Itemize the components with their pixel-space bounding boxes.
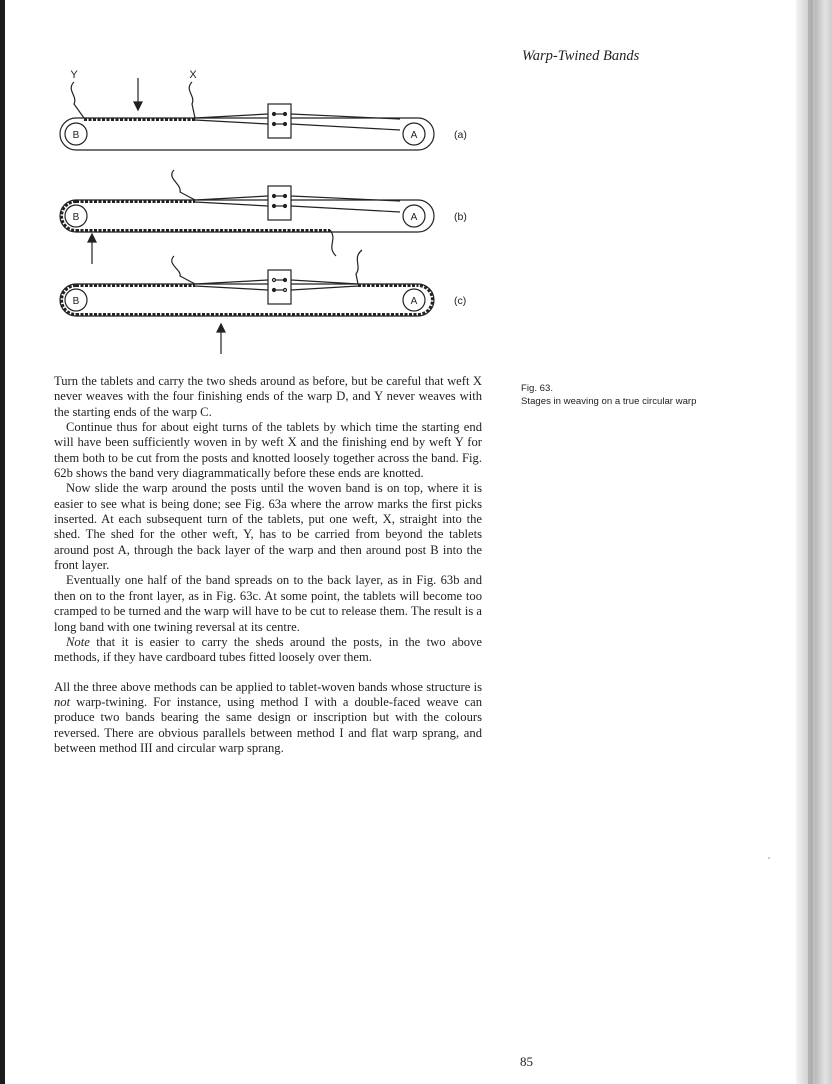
tablet-hole — [273, 279, 276, 282]
shed-line — [291, 124, 400, 130]
tablet-hole — [284, 205, 287, 208]
paragraph-5 — [54, 635, 482, 666]
post-label-a-a: A — [410, 130, 418, 141]
tablet-pack-c — [268, 270, 291, 304]
tablet-hole — [284, 123, 287, 126]
body-text — [54, 374, 482, 756]
tablet-hole — [273, 123, 276, 126]
paragraph-6-b: warp-twining. For instance, using method I with a double-faced weave can produce two bands bearing the same design or inscription but with the colours reversed. There are obvious parallels between method I and flat warp sprang, and between method III and circular warp sprang. — [54, 694, 482, 755]
weft-x-thread — [189, 82, 195, 118]
panel-a — [60, 78, 434, 150]
caption-number: Fig. 63. — [521, 383, 553, 394]
weft-label-y: Y — [70, 69, 78, 81]
paragraph-6-emphasis: not — [54, 694, 71, 709]
scan-edge-right — [796, 0, 832, 1084]
paragraph-1: Turn the tablets and carry the two sheds around as before, but be careful that weft X never weaves with the four finishing ends of the warp D, and Y never weaves with the starting ends of the warp C. — [54, 374, 482, 419]
weft-y-thread — [71, 82, 84, 118]
running-head: Warp-Twined Bands — [522, 48, 640, 64]
tablet-pack-b — [268, 186, 291, 220]
figure-63 — [40, 60, 500, 360]
tablet-hole — [273, 205, 276, 208]
scan-edge-right-shadow — [808, 0, 813, 1084]
weft-thread-b-top — [172, 170, 195, 200]
tablet-hole — [273, 113, 276, 116]
figure-caption — [521, 382, 791, 408]
figure-63-diagram — [40, 60, 500, 360]
paragraph-6-a: All the three above methods can be applied to tablet-woven bands whose structure is — [54, 679, 482, 694]
weft-thread-b-bottom — [330, 230, 336, 256]
arrow-head — [88, 234, 96, 242]
tablet-hole — [284, 113, 287, 116]
tablet-hole — [273, 289, 276, 292]
panel-c — [60, 250, 434, 354]
panel-b — [60, 170, 434, 264]
tablet-hole — [284, 279, 287, 282]
arrow-head — [134, 102, 142, 110]
post-label-b-b: B — [72, 212, 80, 223]
paragraph-3: Now slide the warp around the posts until the woven band is on top, where it is easier to see what is being done; see Fig. 63a where the arrow marks the first picks inserted. At each subsequent turn of the tablets, put one weft, X, straight into the shed. The shed for the other weft, Y, has to be carried from beyond the tablets around post A, through the back layer of the warp and then around post B into the front layer. — [54, 481, 482, 573]
page-number: 85 — [520, 1054, 533, 1069]
weft-thread-c-left — [172, 256, 195, 284]
panel-label-a: (a) — [454, 129, 467, 141]
post-label-a-c: A — [410, 296, 418, 307]
post-label-a-b: A — [410, 212, 418, 223]
scan-edge-left — [0, 0, 5, 1084]
weft-thread-c-right — [356, 250, 362, 284]
caption-text: Stages in weaving on a true circular warp — [521, 396, 697, 407]
post-label-b-a: B — [72, 130, 80, 141]
shed-line — [291, 206, 400, 212]
tablet-hole — [273, 195, 276, 198]
shed-line — [195, 286, 268, 290]
panel-label-c: (c) — [454, 295, 467, 307]
tablet-hole — [284, 289, 287, 292]
note-text: that it is easier to carry the sheds around the posts, in the two above methods, if they have cardboard tubes fitted loosely over them. — [54, 634, 482, 665]
post-label-b-c: B — [72, 296, 80, 307]
paragraph-2: Continue thus for about eight turns of the tablets by which time the starting end will have been sufficiently woven in by weft X and the finishing end by weft Y for them both to be cut from the posts and knotted loosely together across the band. Fig. 62b shows the band very diagrammatically before these ends are knotted. — [54, 420, 482, 481]
shed-line — [195, 120, 268, 124]
shed-line — [291, 286, 358, 290]
note-lead: Note — [66, 634, 90, 649]
tablet-pack-a — [268, 104, 291, 138]
panel-label-b: (b) — [454, 211, 467, 223]
paragraph-6 — [54, 680, 482, 757]
paragraph-4: Eventually one half of the band spreads on to the back layer, as in Fig. 63b and then on to the front layer, as in Fig. 63c. At some point, the tablets will become too cramped to be turned and the warp will have to be cut to release them. The result is a long band with one twining reversal at its centre. — [54, 573, 482, 634]
weft-label-x: X — [189, 69, 197, 81]
arrow-head — [217, 324, 225, 332]
scan-speck — [768, 857, 770, 859]
tablet-hole — [284, 195, 287, 198]
shed-line — [195, 202, 268, 206]
